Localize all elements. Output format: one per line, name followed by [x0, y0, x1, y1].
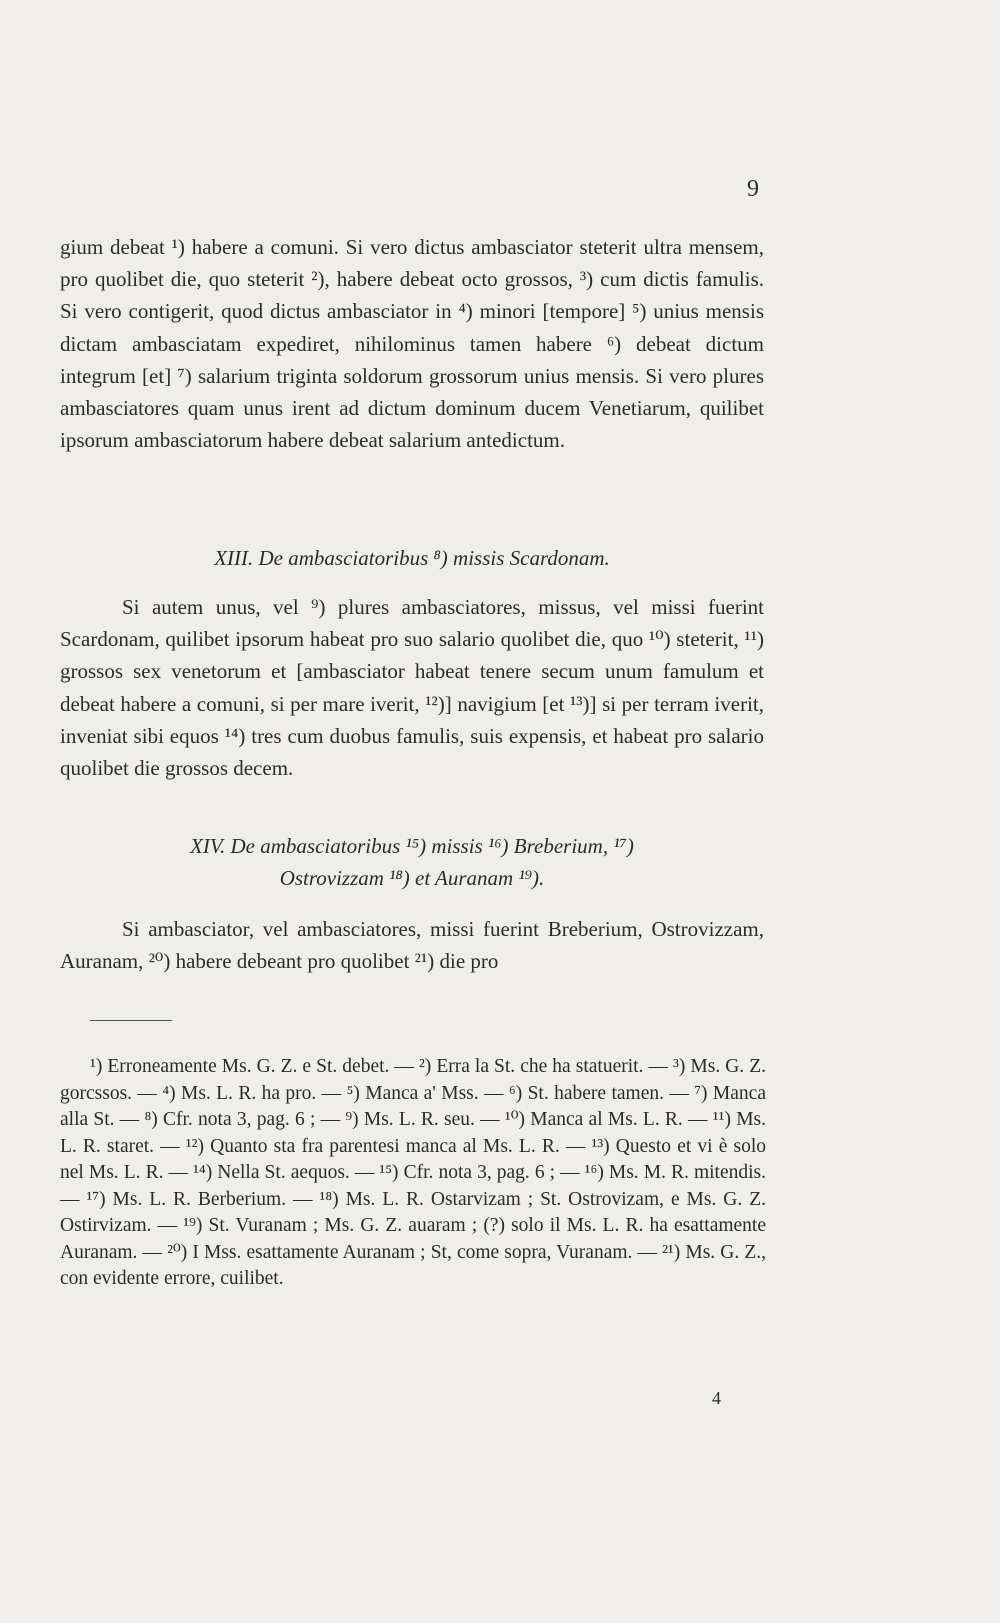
- page-number: 9: [747, 176, 759, 202]
- heading-chapter-14-line-1: XIV. De ambasciatoribus ¹⁵) missis ¹⁶) Breberium, ¹⁷): [190, 834, 634, 858]
- footnote-separator: [90, 1020, 172, 1021]
- main-text-13: [60, 591, 764, 784]
- heading-chapter-13: XIII. De ambasciatoribus ⁸) missis Scardonam.: [214, 546, 610, 570]
- paragraph-breberium: Si ambasciator, vel ambasciatores, missi fuerint Breberium, Ostrovizzam, Auranam, ²⁰) habere debeant pro quolibet ²¹) die pro: [60, 917, 764, 974]
- main-text-14: [60, 913, 764, 977]
- signature-mark: 4: [712, 1388, 721, 1408]
- footnote-text: ¹) Erroneamente Ms. G. Z. e St. debet. — ²) Erra la St. che ha statuerit. — ³) Ms. G. Z. gorcssos. — ⁴) Ms. L. R. ha pro. — ⁵) Manca a' Mss. — ⁶) St. habere tamen. — ⁷) Manca alla St. — ⁸) Cfr. nota 3, pag. 6 ; — ⁹) Ms. L. R. seu. — ¹⁰) Manca al Ms. L. R. — ¹¹) Ms. L. R. staret. — ¹²) Quanto sta fra parentesi manca al Ms. L. R. — ¹³) Questo et vi è solo nel Ms. L. R. — ¹⁴) Nella St. aequos. — ¹⁵) Cfr. nota 3, pag. 6 ; — ¹⁶) Ms. M. R. mitendis. — ¹⁷) Ms. L. R. Berberium. — ¹⁸) Ms. L. R. Ostarvizam ; St. Ostrovizam, e Ms. G. Z. Ostirvizam. — ¹⁹) St. Vuranam ; Ms. G. Z. auaram ; (?) solo il Ms. L. R. ha esattamente Auranam. — ²⁰) I Mss. esattamente Auranam ; St, come sopra, Vuranam. — ²¹) Ms. G. Z., con evidente errore, cuilibet.: [60, 1056, 766, 1289]
- heading-chapter-14-line-2: Ostrovizzam ¹⁸) et Auranam ¹⁹).: [279, 866, 545, 890]
- main-text: [60, 231, 764, 456]
- footnotes: [60, 1054, 766, 1293]
- paragraph-continuation: gium debeat ¹) habere a comuni. Si vero dictus ambasciator steterit ultra mensem, pro quolibet die, quo steterit ²), habere debeat octo grossos, ³) cum dictis famulis. Si vero contigerit, quod dictus ambasciator in ⁴) minori [tempore] ⁵) unius mensis dictam ambasciatam expediret, nihilominus tamen habere ⁶) debeat dictum integrum [et] ⁷) salarium triginta soldorum grossorum unius mensis. Si vero plures ambasciatores quam unus irent ad dictum dominum ducem Venetiarum, quilibet ipsorum ambasciatorum habere debeat salarium antedictum.: [60, 235, 764, 453]
- paragraph-scardona: Si autem unus, vel ⁹) plures ambasciatores, missus, vel missi fuerint Scardonam, quilibet ipsorum habeat pro suo salario quolibet die, quo ¹⁰) steterit, ¹¹) grossos sex venetorum et [ambasciator habeat tenere secum unum famulum et debeat habere a comuni, si per mare iverit, ¹²)] navigium [et ¹³)] si per terram iverit, inveniat sibi equos ¹⁴) tres cum duobus famulis, suis expensis, et habeat pro salario quolibet die grossos decem.: [60, 595, 764, 781]
